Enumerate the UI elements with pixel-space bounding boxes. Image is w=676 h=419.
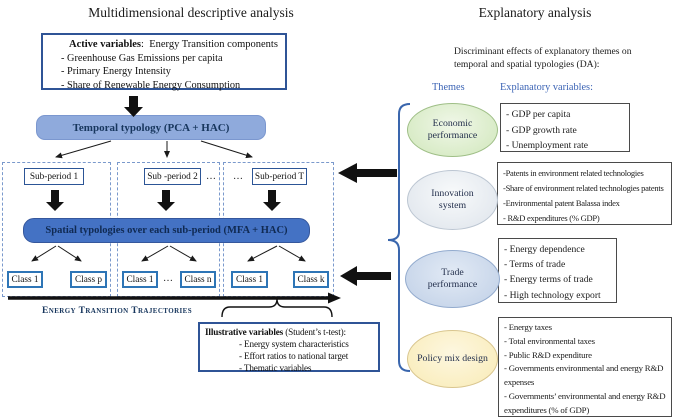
down-arrow-icon	[124, 96, 143, 117]
illustrative-variable-item: - Effort ratios to national target	[239, 351, 349, 361]
active-variables-box	[41, 33, 287, 90]
illustrative-variable-item: - Energy system characteristics	[239, 339, 349, 349]
variable-item: - Governments environmental and energy R&D expenses	[504, 363, 664, 388]
theme-oval-innovation: Innovation system	[407, 170, 498, 230]
active-variable-item: - Greenhouse Gas Emissions per capita	[61, 52, 223, 64]
explanatory-variables-header: Explanatory variables:	[500, 82, 593, 93]
spatial-typologies-label: Spatial typologies over each sub-period (MFA + HAC)	[45, 225, 288, 236]
variables-box-policy	[498, 317, 672, 417]
variables-box-economic	[500, 103, 630, 152]
class-box: Class n	[180, 271, 216, 288]
spatial-typologies-box	[23, 218, 310, 243]
connector-line	[56, 141, 111, 157]
connector-line	[201, 141, 252, 157]
left-arrow-icon	[338, 163, 397, 183]
variable-item: - High technology export	[504, 289, 601, 301]
variable-item: - GDP growth rate	[506, 124, 577, 136]
variable-item: - Public R&D expenditure	[504, 349, 592, 360]
variable-item: - Unemployment rate	[506, 140, 589, 152]
variable-item: - Energy terms of trade	[504, 274, 593, 286]
subperiod-1-box: Sub-period 1	[24, 168, 84, 185]
class-box: Class 1	[7, 271, 43, 288]
class-box: Class p	[70, 271, 107, 288]
variable-item: -Environmental patent Balassa index	[503, 198, 620, 208]
discriminant-intro	[454, 46, 654, 71]
variable-item: - Total environmental taxes	[504, 335, 595, 346]
left-arrow-icon	[340, 266, 391, 286]
class-box: Class 1	[122, 271, 158, 288]
theme-oval-policy: Policy mix design	[407, 330, 498, 388]
timeline-label: Energy Transition Trajectories	[42, 306, 193, 316]
illustrative-brace-icon	[222, 299, 332, 317]
variable-item: - Energy dependence	[504, 244, 585, 255]
temporal-typology-box	[36, 115, 266, 140]
right-section-title: Explanatory analysis	[478, 5, 592, 20]
ellipsis: …	[206, 171, 217, 182]
variables-box-trade	[498, 238, 617, 303]
variable-item: - Energy taxes	[504, 322, 552, 332]
variable-item: -Share of environment related technologies patents	[503, 183, 664, 193]
ellipsis: …	[233, 171, 244, 182]
left-section-title: Multidimensional descriptive analysis	[88, 5, 294, 20]
variable-item: - Terms of trade	[504, 259, 566, 271]
temporal-typology-label: Temporal typology (PCA + HAC)	[72, 121, 230, 134]
themes-brace-icon	[388, 104, 410, 371]
discriminant-intro-line2: temporal and spatial typologies (DA):	[454, 58, 600, 70]
theme-oval-economic: Economic performance	[407, 103, 498, 157]
illustrative-variables-title: Illustrative variables (Student’s t-test):	[205, 327, 346, 337]
variable-item: -Patents in environment related technologies	[503, 168, 644, 178]
illustrative-variable-item: - Thematic variables	[239, 363, 312, 373]
discriminant-intro-line1: Discriminant effects of explanatory themes on	[454, 46, 632, 57]
illustrative-variables-box	[198, 322, 380, 372]
active-variable-item: - Share of Renewable Energy Consumption	[61, 79, 241, 91]
active-variable-item: - Primary Energy Intensity	[61, 66, 171, 77]
variables-box-innovation	[497, 162, 672, 225]
active-variables-title: Active variables: Energy Transition components	[69, 39, 278, 50]
subperiod-2-box: Sub -period 2	[144, 168, 201, 185]
variable-item: - R&D expenditures (% GDP)	[503, 213, 600, 223]
variable-item: - Governments’ environmental and energy R&D expenditures (% of GDP)	[504, 390, 666, 415]
subperiod-T-box: Sub-period T	[252, 168, 307, 185]
class-box: Class 1	[231, 271, 268, 288]
ellipsis: …	[163, 273, 174, 284]
class-box: Class k	[293, 271, 329, 288]
themes-header: Themes	[432, 82, 465, 93]
theme-oval-trade: Trade performance	[405, 250, 500, 308]
variable-item: - GDP per capita	[506, 109, 571, 120]
